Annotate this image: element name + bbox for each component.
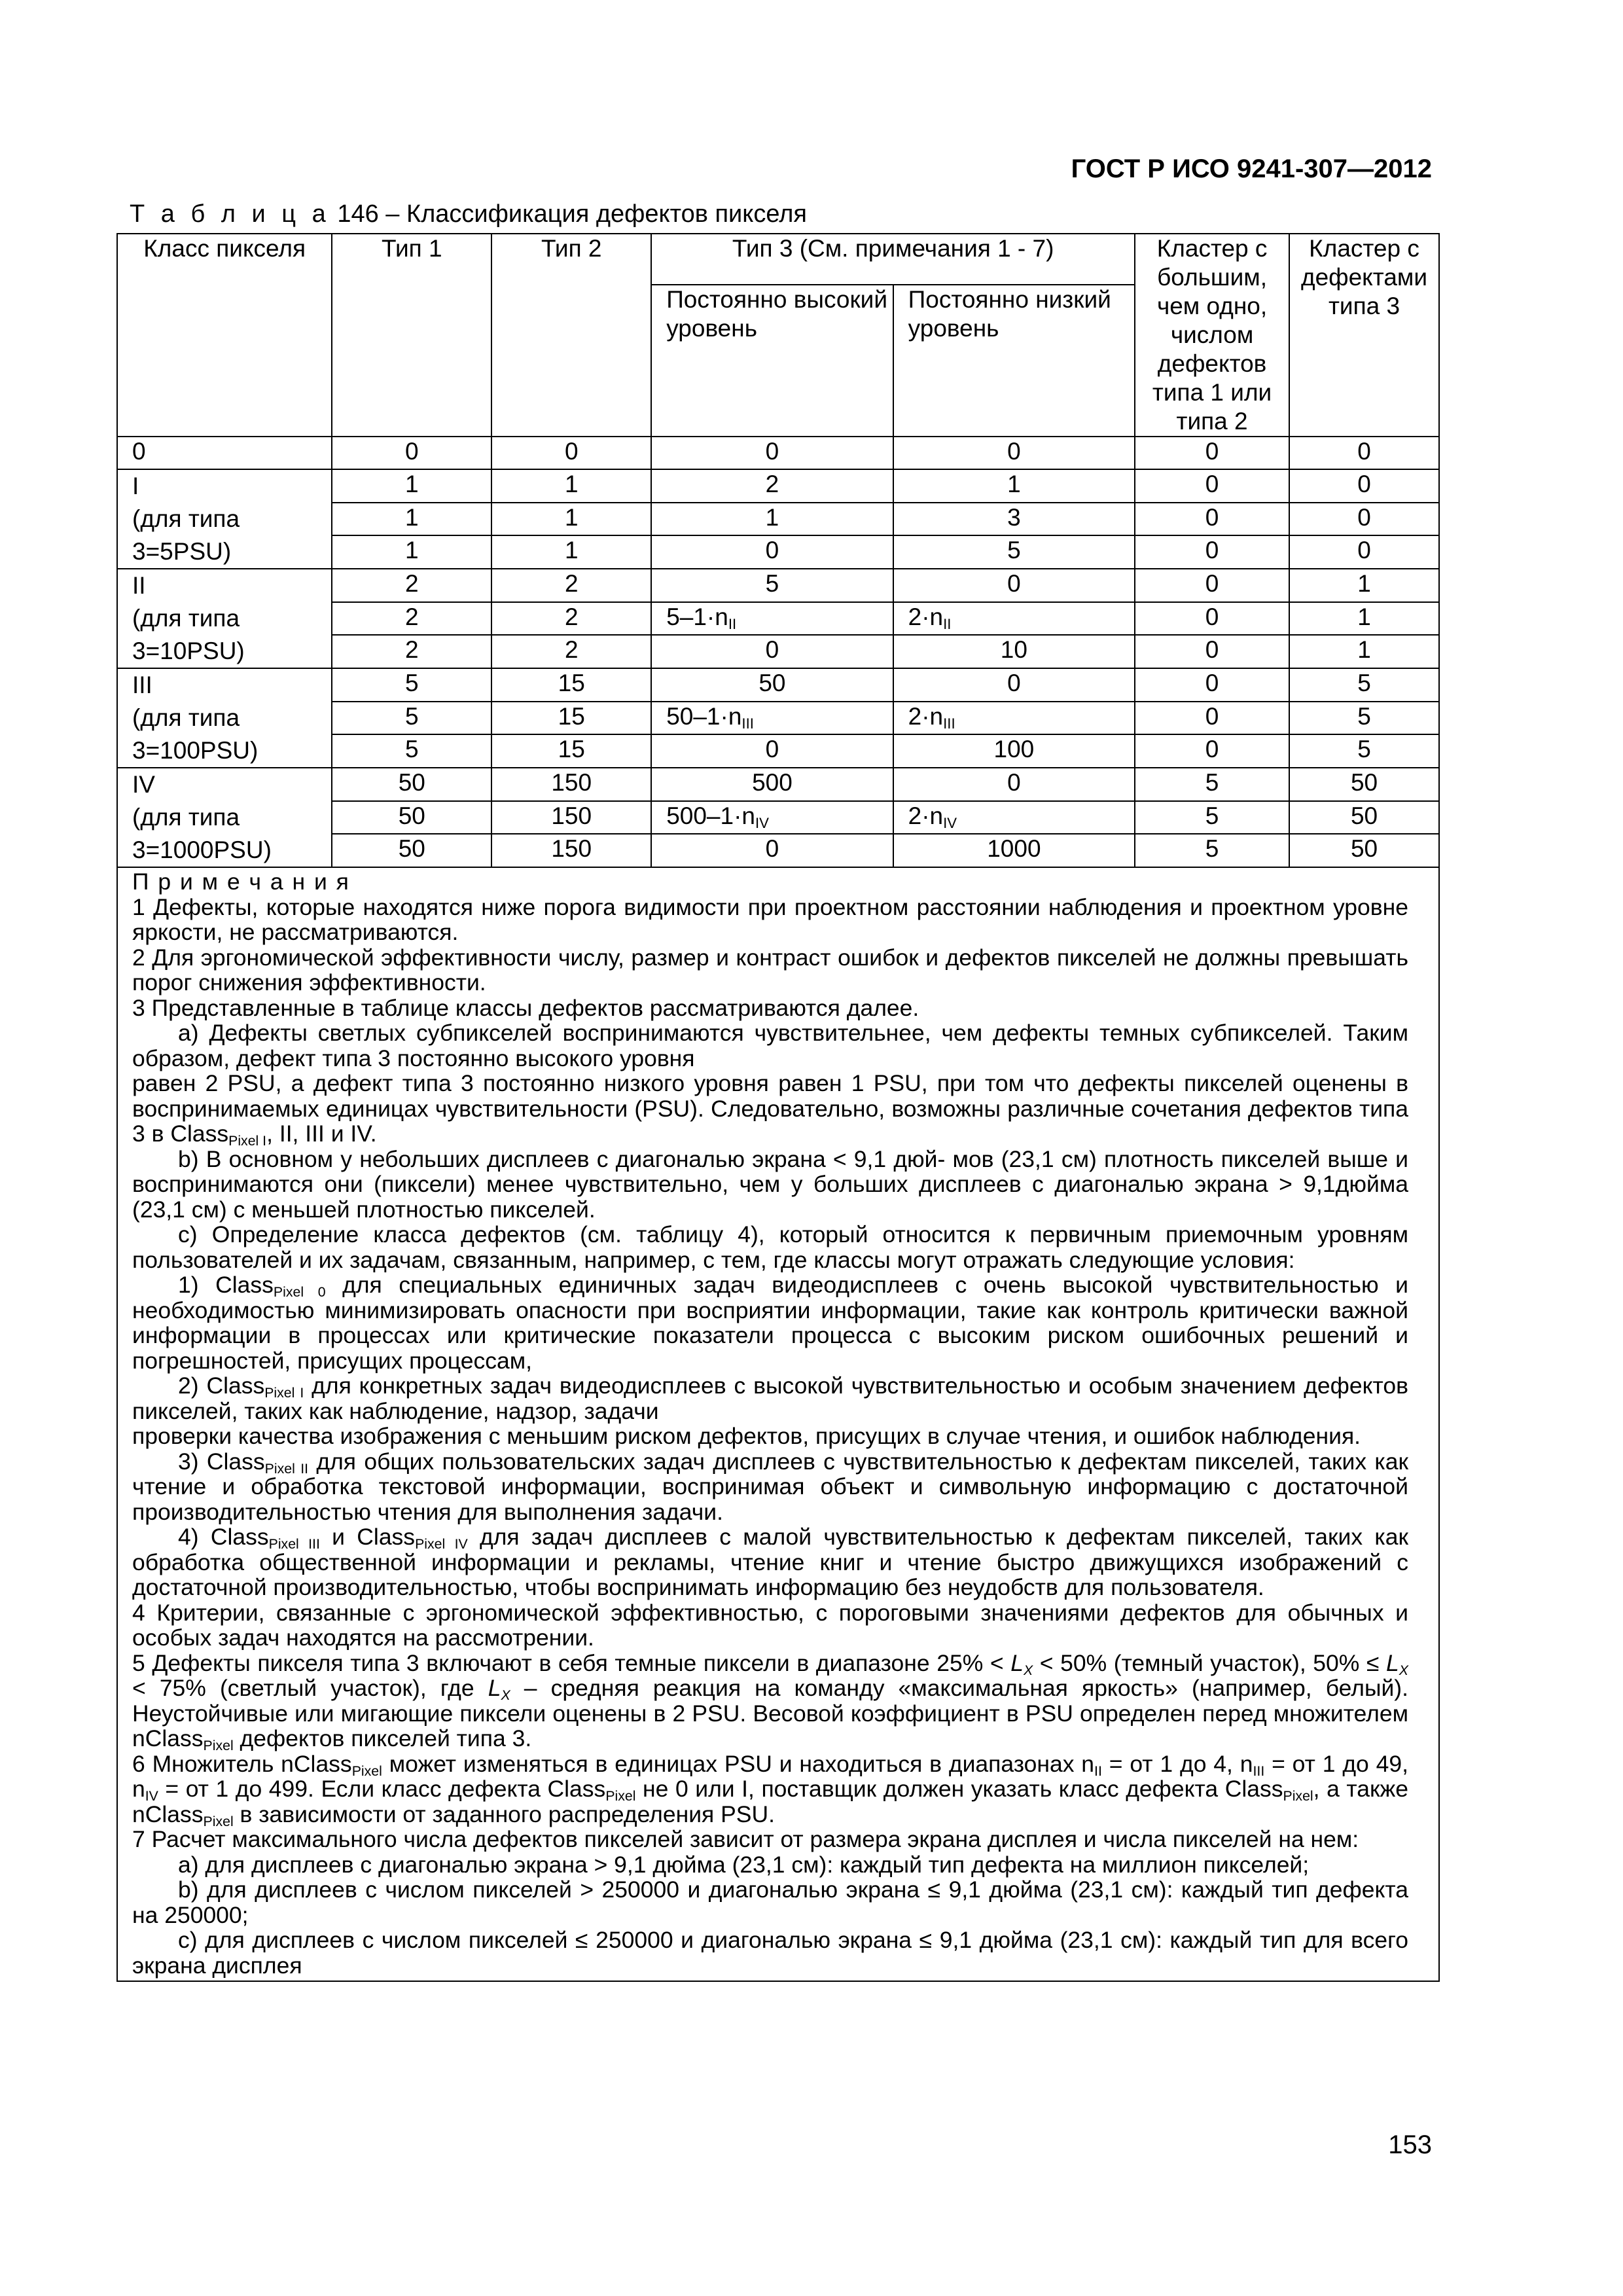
table-cell: 5 <box>1135 801 1289 834</box>
table-cell: 0 <box>491 437 651 469</box>
notes-row <box>117 867 1439 1981</box>
class-label: IV (для типа 3=1000PSU) <box>117 768 332 867</box>
table-cell: 0 <box>1135 437 1289 469</box>
note-paragraph: 4 Критерии, связанные с эргономической эффективностью, с пороговыми значениями дефектов для обычных и особых задач находятся на рассмотрении. <box>132 1599 1408 1651</box>
notes-title: П р и м е ч а н и я <box>132 869 350 895</box>
class-label: I (для типа 3=5PSU) <box>117 469 332 569</box>
table-cell: 1 <box>332 503 491 536</box>
note-paragraph: 3 Представленные в таблице классы дефектов рассматриваются далее. <box>132 994 919 1021</box>
note-paragraph: 1) Class$_{Pixel 0}$ для специальных единичных задач видеодисплеев с очень высокой чувствительностью и необходимостью минимизировать опасности при восприятии информации, такие как контроль критически важной информации в процессах или критические показатели процесса с высоким риском ошибочных решений и погрешностей, присущих процессам, <box>132 1272 1408 1374</box>
table-cell: $50-1\cdot n_{III}$ <box>651 702 893 735</box>
header-type3: Тип 3 (См. примечания 1 - 7) <box>651 234 1135 285</box>
note-paragraph: b) В основном у небольших дисплеев с диагональю экрана < 9,1 дюй- мов (23,1 см) плотность пикселей выше и воспринимаются они (пиксели) менее чувствительно, чем у больших дисплеев с диагональю экрана > 9,1дюйма (23,1 см) с меньшей плотностью пикселей. <box>132 1145 1408 1223</box>
page-number: 153 <box>1388 2130 1432 2159</box>
note-paragraph: 5 Дефекты пикселя типа 3 включают в себя темные пиксели в диапазоне $25\% < L_X < 50\%$ (темный участок), $50\% \le L_X < 75\%$ (светлый участок), где $L_X$ – средняя реакция на команду «максимальная яркость» (например, белый). Неустойчивые или мигающие пиксели оценены в 2 PSU. Весовой коэффициент в PSU определен перед множителем nClass$_{Pixel}$ дефектов пикселей типа 3. <box>132 1649 1408 1753</box>
table-cell: 0 <box>1135 469 1289 503</box>
table-cell: 5 <box>1135 834 1289 867</box>
table-cell: 50 <box>1289 801 1439 834</box>
table-cell: 2 <box>491 569 651 602</box>
table-cell: 0 <box>1289 437 1439 469</box>
table-cell: 0 <box>1289 469 1439 503</box>
note-paragraph: 7 Расчет максимального числа дефектов пикселей зависит от размера экрана дисплея и числа пикселей на нем: <box>132 1826 1359 1852</box>
table-cell: 2 <box>491 635 651 668</box>
notes-section <box>117 867 1439 1981</box>
table-row <box>117 469 1439 503</box>
table-cell: 0 <box>651 535 893 569</box>
table-cell: 1 <box>491 469 651 503</box>
table-cell: 15 <box>491 668 651 702</box>
header-type1: Тип 1 <box>332 234 491 437</box>
table-cell: 1 <box>893 469 1135 503</box>
table-cell: 0 <box>651 734 893 768</box>
table-cell: 2 <box>491 602 651 636</box>
table-cell: 2 <box>332 635 491 668</box>
table-cell: 0 <box>893 569 1135 602</box>
header-cluster3: Кластер с дефектами типа 3 <box>1289 234 1439 437</box>
table-cell: 1 <box>1289 602 1439 636</box>
table-row <box>117 768 1439 801</box>
table-cell: 0 <box>1289 535 1439 569</box>
table-cell: 50 <box>332 768 491 801</box>
table-cell: 3 <box>893 503 1135 536</box>
table-cell: 5 <box>1289 702 1439 735</box>
note-paragraph: а) для дисплеев с диагональю экрана > 9,1 дюйма (23,1 см): каждый тип дефекта на миллион пикселей; <box>178 1851 1310 1878</box>
table-cell: 1 <box>332 469 491 503</box>
table-cell: 5 <box>332 668 491 702</box>
table-cell: 150 <box>491 834 651 867</box>
table-row <box>117 437 1439 469</box>
table-cell: 2 <box>332 569 491 602</box>
table-cell: 1 <box>1289 569 1439 602</box>
note-paragraph: равен 2 PSU, а дефект типа 3 постоянно низкого уровня равен 1 PSU, при том что дефекты пикселей оценены в воспринимаемых единицах чувствительности (PSU). Следовательно, возможны различные сочетания дефектов типа 3 в Class$_{Pixel I}$, II, III и IV. <box>132 1070 1408 1149</box>
table-cell: 100 <box>893 734 1135 768</box>
class-label: II (для типа 3=10PSU) <box>117 569 332 668</box>
table-cell: 0 <box>1135 503 1289 536</box>
table-cell: $2\cdot n_{III}$ <box>893 702 1135 735</box>
table-cell: 5 <box>1289 734 1439 768</box>
table-cell: 1 <box>332 535 491 569</box>
table-cell: 5 <box>332 734 491 768</box>
table-caption <box>130 200 807 228</box>
table-cell: 5 <box>651 569 893 602</box>
table-cell: 2 <box>651 469 893 503</box>
table-cell: 0 <box>651 635 893 668</box>
caption-text: 146 – Классификация дефектов пикселя <box>330 200 807 228</box>
table-cell: $500-1\cdot n_{IV}$ <box>651 801 893 834</box>
table-cell: 0 <box>1135 535 1289 569</box>
header-type3-high: Постоянно высокий уровень <box>651 285 893 437</box>
note-paragraph: 6 Множитель nClass$_{Pixel}$ может изменяться в единицах PSU и находиться в диапазонах $n_{II}$ = от 1 до 4, $n_{III}$ = от 1 до 49, $n_{IV}$ = от 1 до 499. Если класс дефекта Class$_{Pixel}$ не 0 или I, поставщик должен указать класс дефекта Class$_{Pixel}$, а также nClass$_{Pixel}$ в зависимости от заданного распределения PSU. <box>132 1750 1409 1829</box>
note-paragraph: 3) Class$_{Pixel II}$ для общих пользовательских задач дисплеев с чувствительностью к дефектам пикселей, таких как чтение и обработка текстовой информации, воспринимая объект и символьную информацию с достаточной производительностью чтения для выполнения задачи. <box>132 1448 1408 1525</box>
table-cell: 0 <box>651 834 893 867</box>
table-cell: 5 <box>1289 668 1439 702</box>
row0-class: 0 <box>117 437 332 469</box>
table-cell: 10 <box>893 635 1135 668</box>
table-row <box>117 569 1439 602</box>
table-cell: 5 <box>893 535 1135 569</box>
table-cell: 50 <box>1289 834 1439 867</box>
note-paragraph: с) Определение класса дефектов (см. таблицу 4), который относится к первичным приемочным уровням пользователей и их задачам, связанным, например, с тем, где классы могут отражать следующие условия: <box>132 1221 1408 1273</box>
class-label: III (для типа 3=100PSU) <box>117 668 332 768</box>
note-paragraph: 2) Class$_{Pixel I}$ для конкретных задач видеодисплеев с высокой чувствительностью и особым значением дефектов пикселей, таких как наблюдение, надзор, задачи <box>132 1372 1408 1424</box>
note-paragraph: а) Дефекты светлых субпикселей воспринимаются чувствительнее, чем дефекты темных субпикселей. Таким образом, дефект типа 3 постоянно высокого уровня <box>132 1020 1408 1071</box>
table-cell: 0 <box>893 768 1135 801</box>
table-cell: 50 <box>332 834 491 867</box>
note-paragraph: c) для дисплеев с числом пикселей ≤ 250000 и диагональю экрана ≤ 9,1 дюйма (23,1 см): каждый тип для всего экрана дисплея <box>132 1927 1408 1979</box>
table-cell: 1 <box>651 503 893 536</box>
table-cell: 2 <box>332 602 491 636</box>
table-cell: 50 <box>1289 768 1439 801</box>
table-cell: 0 <box>1135 734 1289 768</box>
note-paragraph: проверки качества изображения с меньшим риском дефектов, присущих в случае чтения, и ошибок наблюдения. <box>132 1423 1361 1449</box>
caption-prefix: Т а б л и ц а <box>130 200 330 228</box>
header-class: Класс пикселя <box>117 234 332 437</box>
table-cell: 5 <box>1135 768 1289 801</box>
table-cell: 0 <box>332 437 491 469</box>
note-paragraph: 1 Дефекты, которые находятся ниже порога видимости при проектном расстоянии наблюдения и проектном уровне яркости, не рассматриваются. <box>132 893 1408 945</box>
note-paragraph: 2 Для эргономической эффективности числу, размер и контраст ошибок и дефектов пикселей не должны превышать порог снижения эффективности. <box>132 944 1408 996</box>
table-cell: 0 <box>1135 702 1289 735</box>
table-cell: 50 <box>651 668 893 702</box>
table-cell: 150 <box>491 801 651 834</box>
table-cell: $2\cdot n_{II}$ <box>893 602 1135 636</box>
table-cell: 150 <box>491 768 651 801</box>
document-code: ГОСТ Р ИСО 9241-307—2012 <box>1071 154 1432 183</box>
table-cell: 0 <box>1135 635 1289 668</box>
note-paragraph: 4) Class$_{Pixel III}$ и Class$_{Pixel IV}$ для задач дисплеев с малой чувствительностью к дефектам пикселей, таких как обработка общественной информации и рекламы, чтение книг и чтение быстро движущихся изображений с достаточной производительностью, чтобы воспринимать информацию без неудобств для пользователя. <box>132 1524 1408 1600</box>
table-cell: 0 <box>651 437 893 469</box>
note-paragraph: b) для дисплеев с числом пикселей > 250000 и диагональю экрана ≤ 9,1 дюйма (23,1 см): каждый тип дефекта на 250000; <box>132 1876 1408 1928</box>
header-type2: Тип 2 <box>491 234 651 437</box>
table-cell: 50 <box>332 801 491 834</box>
table-cell: 15 <box>491 702 651 735</box>
table-cell: $2\cdot n_{IV}$ <box>893 801 1135 834</box>
header-row <box>117 234 1439 285</box>
table-cell: 0 <box>1289 503 1439 536</box>
table-cell: 1 <box>491 535 651 569</box>
table-cell: 0 <box>1135 602 1289 636</box>
table-body <box>117 234 1439 1981</box>
table-cell: 0 <box>1135 668 1289 702</box>
table-cell: 5 <box>332 702 491 735</box>
table-cell: 0 <box>893 437 1135 469</box>
table-cell: 500 <box>651 768 893 801</box>
table-cell: 0 <box>893 668 1135 702</box>
table-cell: 1 <box>1289 635 1439 668</box>
table-row <box>117 668 1439 702</box>
table-cell: 15 <box>491 734 651 768</box>
header-cluster12: Кластер с большим, чем одно, числом дефектов типа 1 или типа 2 <box>1135 234 1289 437</box>
table-cell: 1000 <box>893 834 1135 867</box>
table-cell: $5-1\cdot n_{II}$ <box>651 602 893 636</box>
pixel-defect-table <box>116 233 1440 1982</box>
header-type3-low: Постоянно низкий уровень <box>893 285 1135 437</box>
table-cell: 1 <box>491 503 651 536</box>
table-cell: 0 <box>1135 569 1289 602</box>
